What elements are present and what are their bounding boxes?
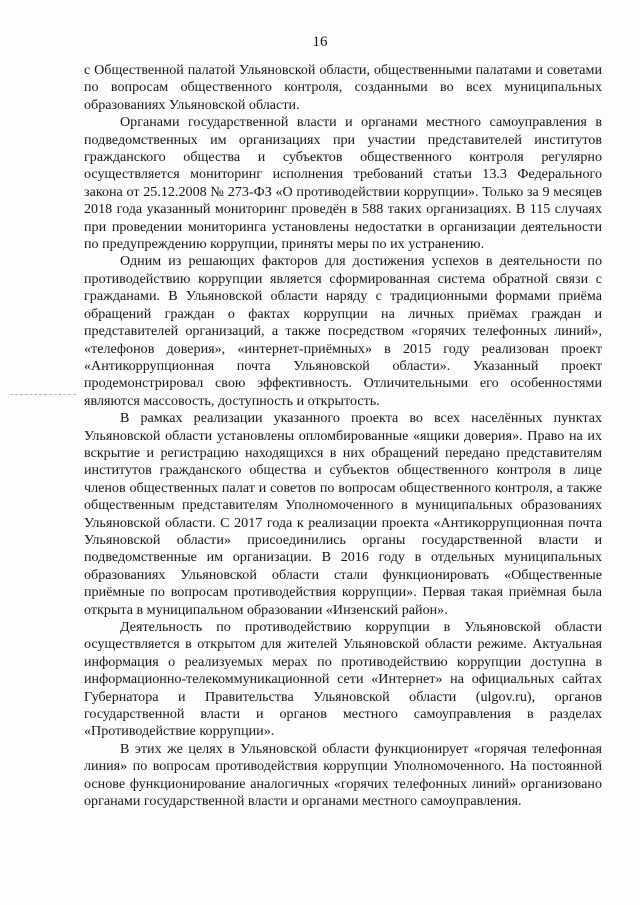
paragraph-hotline: В этих же целях в Ульяновской области функционирует «горячая телефонная линия» по вопросам противодействия коррупции Уполномоченного. На постоянной основе функционирование аналогичных «горячих телефонных линий» организовано органами государственной власти и органами местного самоуправления.: [84, 740, 602, 810]
margin-dash-mark: [10, 394, 76, 395]
page-number: 16: [312, 34, 328, 50]
paragraph-feedback-system: Одним из решающих факторов для достижения успехов в деятельности по противодействию коррупции является сформированная система обратной связи с гражданами. В Ульяновской области наряду с традиционными формами приёма обращений граждан о фактах коррупции на личных приёмах граждан и представителей организаций, а также посредством «горячих телефонных линий», «телефонов доверия», «интернет-приёмных» в 2015 году реализован проект «Антикоррупционная почта Ульяновской области». Указанный проект продемонстрировал свою эффективность. Отличительными его особенностями являются массовость, доступность и открытость.: [84, 253, 602, 409]
paragraph-trust-boxes: В рамках реализации указанного проекта во всех населённых пунктах Ульяновской области установлены опломбированные «ящики доверия». Право на их вскрытие и регистрацию находящихся в них обращений передано представителям институтов гражданского общества и субъектов общественного контроля в лице членов общественных палат и советов по вопросам общественного контроля, а также общественным представителям Уполномоченного в муниципальных образованиях Ульяновской области. С 2017 года к реализации проекта «Антикоррупционная почта Ульяновской области» присоединились органы государственной власти и подведомственные им организации. В 2016 году в отдельных муниципальных образованиях Ульяновской области стали функционировать «Общественные приёмные по вопросам противодействия коррупции». Первая такая приёмная была открыта в муниципальном образовании «Инзенский район».: [84, 410, 602, 618]
paragraph-monitoring: Органами государственной власти и органами местного самоуправления в подведомственных им организациях при участии представителей институтов гражданского общества и субъектов общественного контроля регулярно осуществляется мониторинг исполнения требований статьи 13.3 Федерального закона от 25.12.2008 № 273-ФЗ «О противодействии коррупции». Только за 9 месяцев 2018 года указанный мониторинг проведён в 588 таких организациях. В 115 случаях при проведении мониторинга установлены недостатки в организации деятельности по предупреждению коррупции, приняты меры по их устранению.: [84, 114, 602, 253]
paragraph-openness: Деятельность по противодействию коррупции в Ульяновской области осуществляется в открытом для жителей Ульяновской области режиме. Актуальная информация о реализуемых мерах по противодействию коррупции доступна в информационно-телекоммуникационной сети «Интернет» на официальных сайтах Губернатора и Правительства Ульяновской области (ulgov.ru), органов государственной власти и органов местного самоуправления в разделах «Противодействие коррупции».: [84, 619, 602, 740]
document-body: [84, 62, 602, 810]
paragraph-continuation: с Общественной палатой Ульяновской области, общественными палатами и советами по вопросам общественного контроля, созданными во всех муниципальных образованиях Ульяновской области.: [84, 62, 602, 113]
